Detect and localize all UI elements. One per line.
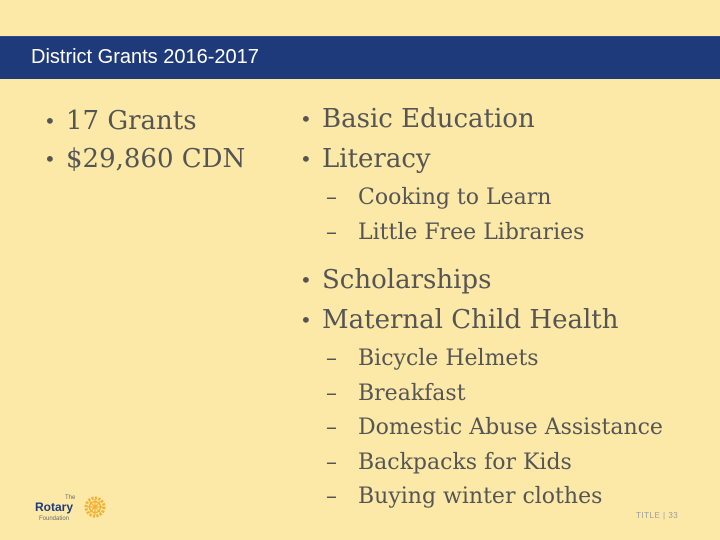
dash-marker: – <box>326 380 337 406</box>
sub-list-2 <box>300 342 710 515</box>
bullet-marker: • <box>300 268 312 292</box>
sub-item <box>300 411 710 446</box>
page-number: 33 <box>668 511 679 520</box>
dash-marker: – <box>326 185 337 210</box>
bullet-text: 17 Grants <box>66 106 197 136</box>
dash-marker: – <box>326 484 337 509</box>
rotary-foundation-logo <box>34 494 114 526</box>
bullet-item <box>300 300 710 340</box>
bullet-text: Scholarships <box>322 265 492 295</box>
bullet-marker: • <box>44 147 56 171</box>
left-column <box>44 102 284 178</box>
right-bullet-list-2 <box>300 260 710 340</box>
logo-line-the: The <box>65 495 76 501</box>
sub-item <box>300 446 710 481</box>
sub-list-1 <box>300 181 710 250</box>
sub-item <box>300 181 710 216</box>
bullet-item <box>44 140 284 178</box>
rotary-wheel-icon <box>83 495 107 519</box>
bullet-text: Literacy <box>322 144 431 174</box>
dash-marker: – <box>326 346 337 371</box>
left-bullet-list <box>44 102 284 178</box>
sub-item-text: Cooking to Learn <box>358 185 552 210</box>
bullet-marker: • <box>300 107 312 131</box>
sub-item <box>300 377 710 412</box>
logo-wordmark: Rotary <box>35 500 74 514</box>
dash-marker: – <box>326 449 337 475</box>
bullet-marker: • <box>44 109 56 133</box>
footer-label: TITLE <box>636 511 661 520</box>
sub-item-text: Buying winter clothes <box>358 484 603 509</box>
bullet-marker: • <box>300 147 312 171</box>
right-bullet-list-1 <box>300 99 710 179</box>
sub-item <box>300 342 710 377</box>
sub-item-text: Domestic Abuse Assistance <box>358 415 663 440</box>
bullet-item <box>300 99 710 139</box>
bullet-text: Basic Education <box>322 104 535 134</box>
sub-item-text: Little Free Libraries <box>358 219 585 245</box>
title-bar <box>0 36 720 79</box>
logo-line-foundation: Foundation <box>39 516 70 522</box>
bullet-item <box>300 139 710 179</box>
bullet-item <box>44 102 284 140</box>
footer-separator: | <box>663 511 666 520</box>
sub-item-text: Breakfast <box>358 380 466 406</box>
sub-item <box>300 480 710 515</box>
slide-title: District Grants 2016-2017 <box>31 46 259 68</box>
bullet-text: $29,860 CDN <box>66 144 246 174</box>
right-column <box>300 99 710 525</box>
dash-marker: – <box>326 415 337 440</box>
bullet-marker: • <box>300 308 312 332</box>
sub-item-text: Backpacks for Kids <box>358 449 572 475</box>
sub-item-text: Bicycle Helmets <box>358 346 539 371</box>
bullet-item <box>300 260 710 300</box>
dash-marker: – <box>326 219 337 245</box>
sub-item <box>300 216 710 251</box>
bullet-text: Maternal Child Health <box>322 305 619 335</box>
footer <box>636 511 678 520</box>
